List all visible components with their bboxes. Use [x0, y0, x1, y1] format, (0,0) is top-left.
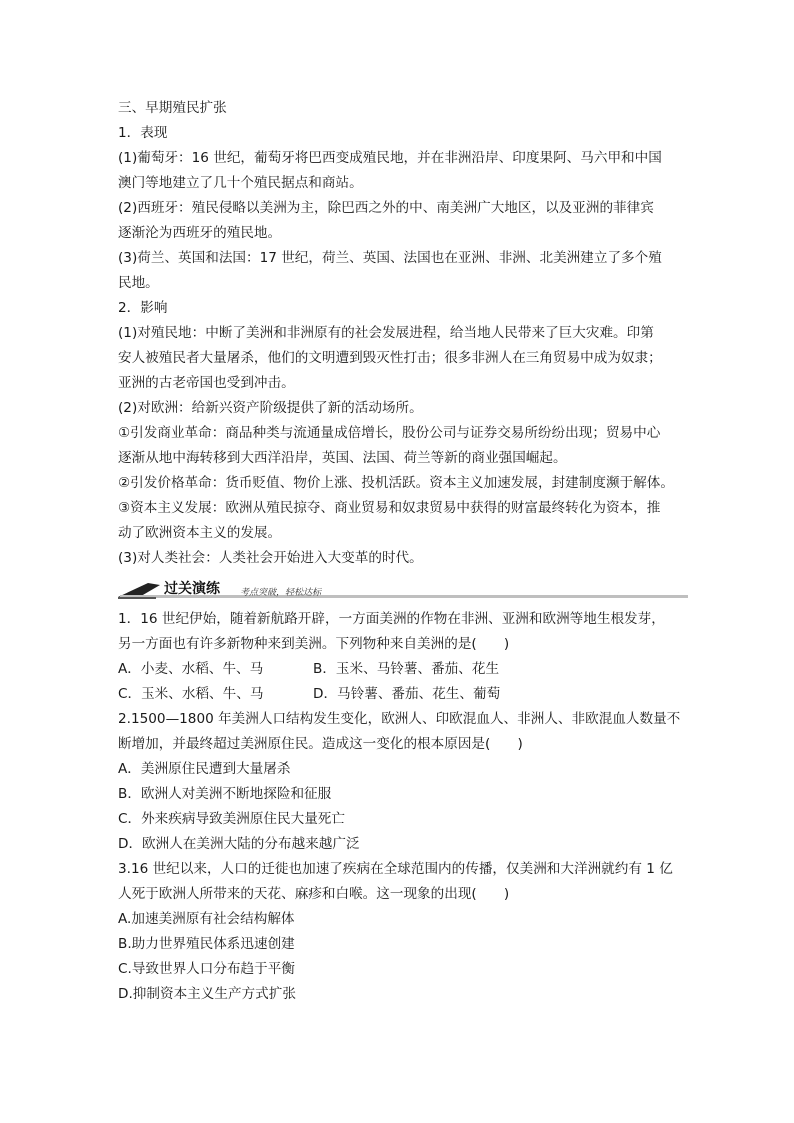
impact-colonies-1: (1)对殖民地：中断了美洲和非洲原有的社会发展进程，给当地人民带来了巨大灾难。印第 — [118, 325, 654, 341]
subheading-impact: 2．影响 — [118, 300, 168, 316]
question-1-options-row-1 — [118, 657, 688, 682]
question-3-option-c[interactable]: C.导致世界人口分布趋于平衡 — [118, 961, 295, 977]
para-portugal-2: 澳门等地建立了几十个殖民据点和商站。 — [118, 175, 363, 191]
subheading-manifestation: 1．表现 — [118, 125, 168, 141]
question-1-stem-2: 另一方面也有许多新物种来到美洲。下列物种来自美洲的是( ) — [118, 636, 510, 652]
question-1-options-row-2 — [118, 682, 688, 707]
question-3-option-b[interactable]: B.助力世界殖民体系迅速创建 — [118, 936, 295, 952]
para-spain-2: 逐渐沦为西班牙的殖民地。 — [118, 225, 282, 241]
impact-colonies-2: 安人被殖民者大量屠杀，他们的文明遭到毁灭性打击；很多非洲人在三角贸易中成为奴隶； — [118, 350, 662, 366]
question-3-stem-2: 人死于欧洲人所带来的天花、麻疹和白喉。这一现象的出现( ) — [118, 886, 510, 902]
price-revolution: ②引发价格革命：货币贬值、物价上涨、投机活跃。资本主义加速发展，封建制度濒于解体。 — [118, 475, 674, 491]
impact-europe: (2)对欧洲：给新兴资产阶级提供了新的活动场所。 — [118, 400, 423, 416]
question-1-option-d[interactable]: D．马铃薯、番茄、花生、葡萄 — [313, 686, 501, 702]
question-1-stem-1: 1．16 世纪伊始，随着新航路开辟，一方面美洲的作物在非洲、亚洲和欧洲等地生根发芽， — [118, 611, 665, 627]
impact-humanity: (3)对人类社会：人类社会开始进入大变革的时代。 — [118, 550, 423, 566]
question-1-option-a[interactable]: A．小麦、水稻、牛、马 — [118, 661, 264, 677]
banner-subtitle: 考点突破，轻松达标 — [240, 588, 322, 598]
question-2-option-d[interactable]: D．欧洲人在美洲大陆的分布越来越广泛 — [118, 836, 360, 852]
question-2-option-a[interactable]: A．美洲原住民遭到大量屠杀 — [118, 761, 291, 777]
question-2-option-c[interactable]: C．外来疾病导致美洲原住民大量死亡 — [118, 811, 345, 827]
para-dutch-1: (3)荷兰、英国和法国：17 世纪，荷兰、英国、法国也在亚洲、非洲、北美洲建立了多个殖 — [118, 250, 662, 266]
capitalism-development-2: 动了欧洲资本主义的发展。 — [118, 525, 282, 541]
question-3-stem-1: 3.16 世纪以来，人口的迁徙也加速了疾病在全球范围内的传播，仅美洲和大洋洲就约有 1 亿 — [118, 861, 673, 877]
para-spain-1: (2)西班牙：殖民侵略以美洲为主，除巴西之外的中、南美洲广大地区，以及亚洲的菲律宾 — [118, 200, 654, 216]
question-2-stem-1: 2.1500—1800 年美洲人口结构发生变化，欧洲人、印欧混血人、非洲人、非欧混血人数量不 — [118, 711, 681, 727]
impact-colonies-3: 亚洲的古老帝国也受到冲击。 — [118, 375, 295, 391]
document-page — [118, 96, 688, 1007]
question-1-option-c[interactable]: C．玉米、水稻、牛、马 — [118, 686, 264, 702]
question-2-stem-2: 断增加，并最终超过美洲原住民。造成这一变化的根本原因是( ) — [118, 736, 523, 752]
section-heading: 三、早期殖民扩张 — [118, 100, 227, 116]
commercial-revolution-2: 逐渐从地中海转移到大西洋沿岸，英国、法国、荷兰等新的商业强国崛起。 — [118, 450, 567, 466]
question-3-option-d[interactable]: D.抑制资本主义生产方式扩张 — [118, 986, 296, 1002]
commercial-revolution-1: ①引发商业革命：商品种类与流通量成倍增长，股份公司与证券交易所纷纷出现；贸易中心 — [118, 425, 661, 441]
question-1-option-b[interactable]: B．玉米、马铃薯、番茄、花生 — [313, 661, 500, 677]
question-3-option-a[interactable]: A.加速美洲原有社会结构解体 — [118, 911, 295, 927]
para-portugal-1: (1)葡萄牙：16 世纪，葡萄牙将巴西变成殖民地，并在非洲沿岸、印度果阿、马六甲和中国 — [118, 150, 662, 166]
question-2-option-b[interactable]: B．欧洲人对美洲不断地探险和征服 — [118, 786, 332, 802]
para-dutch-2: 民地。 — [118, 275, 159, 291]
capitalism-development-1: ③资本主义发展：欧洲从殖民掠夺、商业贸易和奴隶贸易中获得的财富最终转化为资本，推 — [118, 500, 661, 516]
banner-title: 过关演练 — [164, 581, 220, 597]
exercise-banner — [118, 575, 688, 603]
